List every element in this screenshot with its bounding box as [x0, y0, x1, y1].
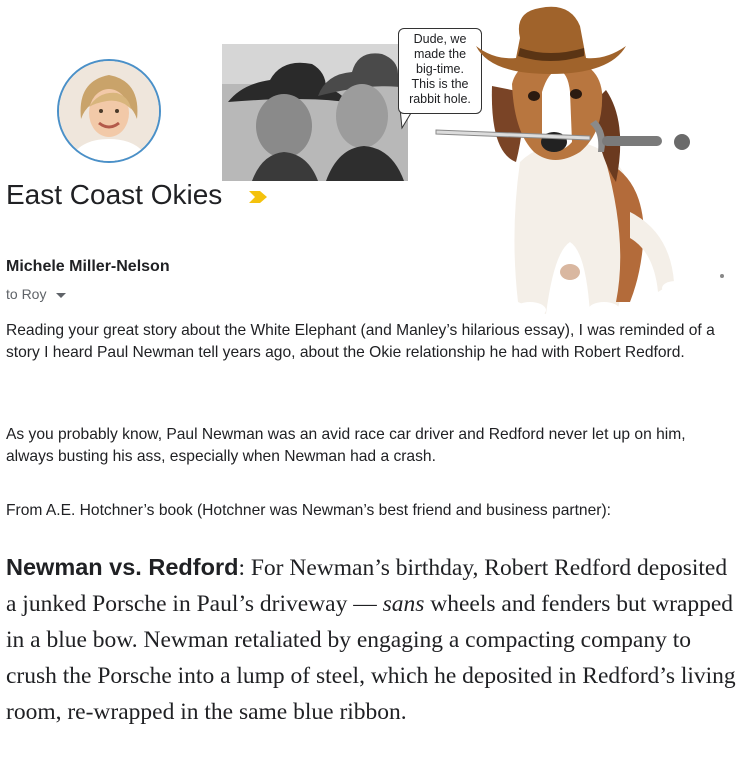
- speech-line: made the: [413, 47, 467, 61]
- sender-avatar[interactable]: [57, 59, 161, 163]
- speech-line: rabbit hole.: [409, 92, 471, 106]
- sender-name: Michele Miller-Nelson: [6, 258, 170, 275]
- speech-line: This is the: [411, 77, 469, 91]
- cowboy-beagle-image: [430, 2, 710, 320]
- speech-line: Dude, we: [413, 32, 467, 46]
- speech-line: big-time.: [416, 62, 464, 76]
- label-arrow-icon[interactable]: [246, 189, 270, 205]
- email-subject: East Coast Okies: [6, 179, 223, 210]
- quote-separator: :: [238, 555, 251, 581]
- quote-text: wheels and fenders but wrapped in a blue bow. Newman retaliated by engaging a compacting company to crush the Porsche into a lump of steel, which he deposited in Redford’s living room, re-wrapped in the same blue ribbon.: [6, 591, 736, 725]
- overflow-dot-icon: [720, 274, 724, 278]
- chevron-down-icon: [56, 293, 66, 298]
- body-paragraph: From A.E. Hotchner’s book (Hotchner was Newman’s best friend and business partner):: [6, 502, 611, 519]
- two-cowboys-photo: [222, 44, 408, 181]
- body-paragraph: As you probably know, Paul Newman was an avid race car driver and Redford never let up on him, always busting his ass, especially when Newman had a crash.: [6, 426, 686, 465]
- quote-emphasis: sans: [382, 591, 425, 617]
- recipients-label: to Roy: [6, 286, 47, 302]
- book-quote: [6, 549, 736, 730]
- recipients-toggle[interactable]: [6, 286, 66, 302]
- quote-heading: Newman vs. Redford: [6, 554, 239, 580]
- quote-text: For Newman’s birthday, Robert Redford deposited a junked Porsche in Paul’s driveway —: [6, 555, 728, 617]
- body-paragraph: Reading your great story about the White Elephant (and Manley’s hilarious essay), I was reminded of a story I heard Paul Newman tell years ago, about the Okie relationship he had with Robert Redford.: [6, 322, 715, 361]
- avatar-portrait: [59, 61, 159, 161]
